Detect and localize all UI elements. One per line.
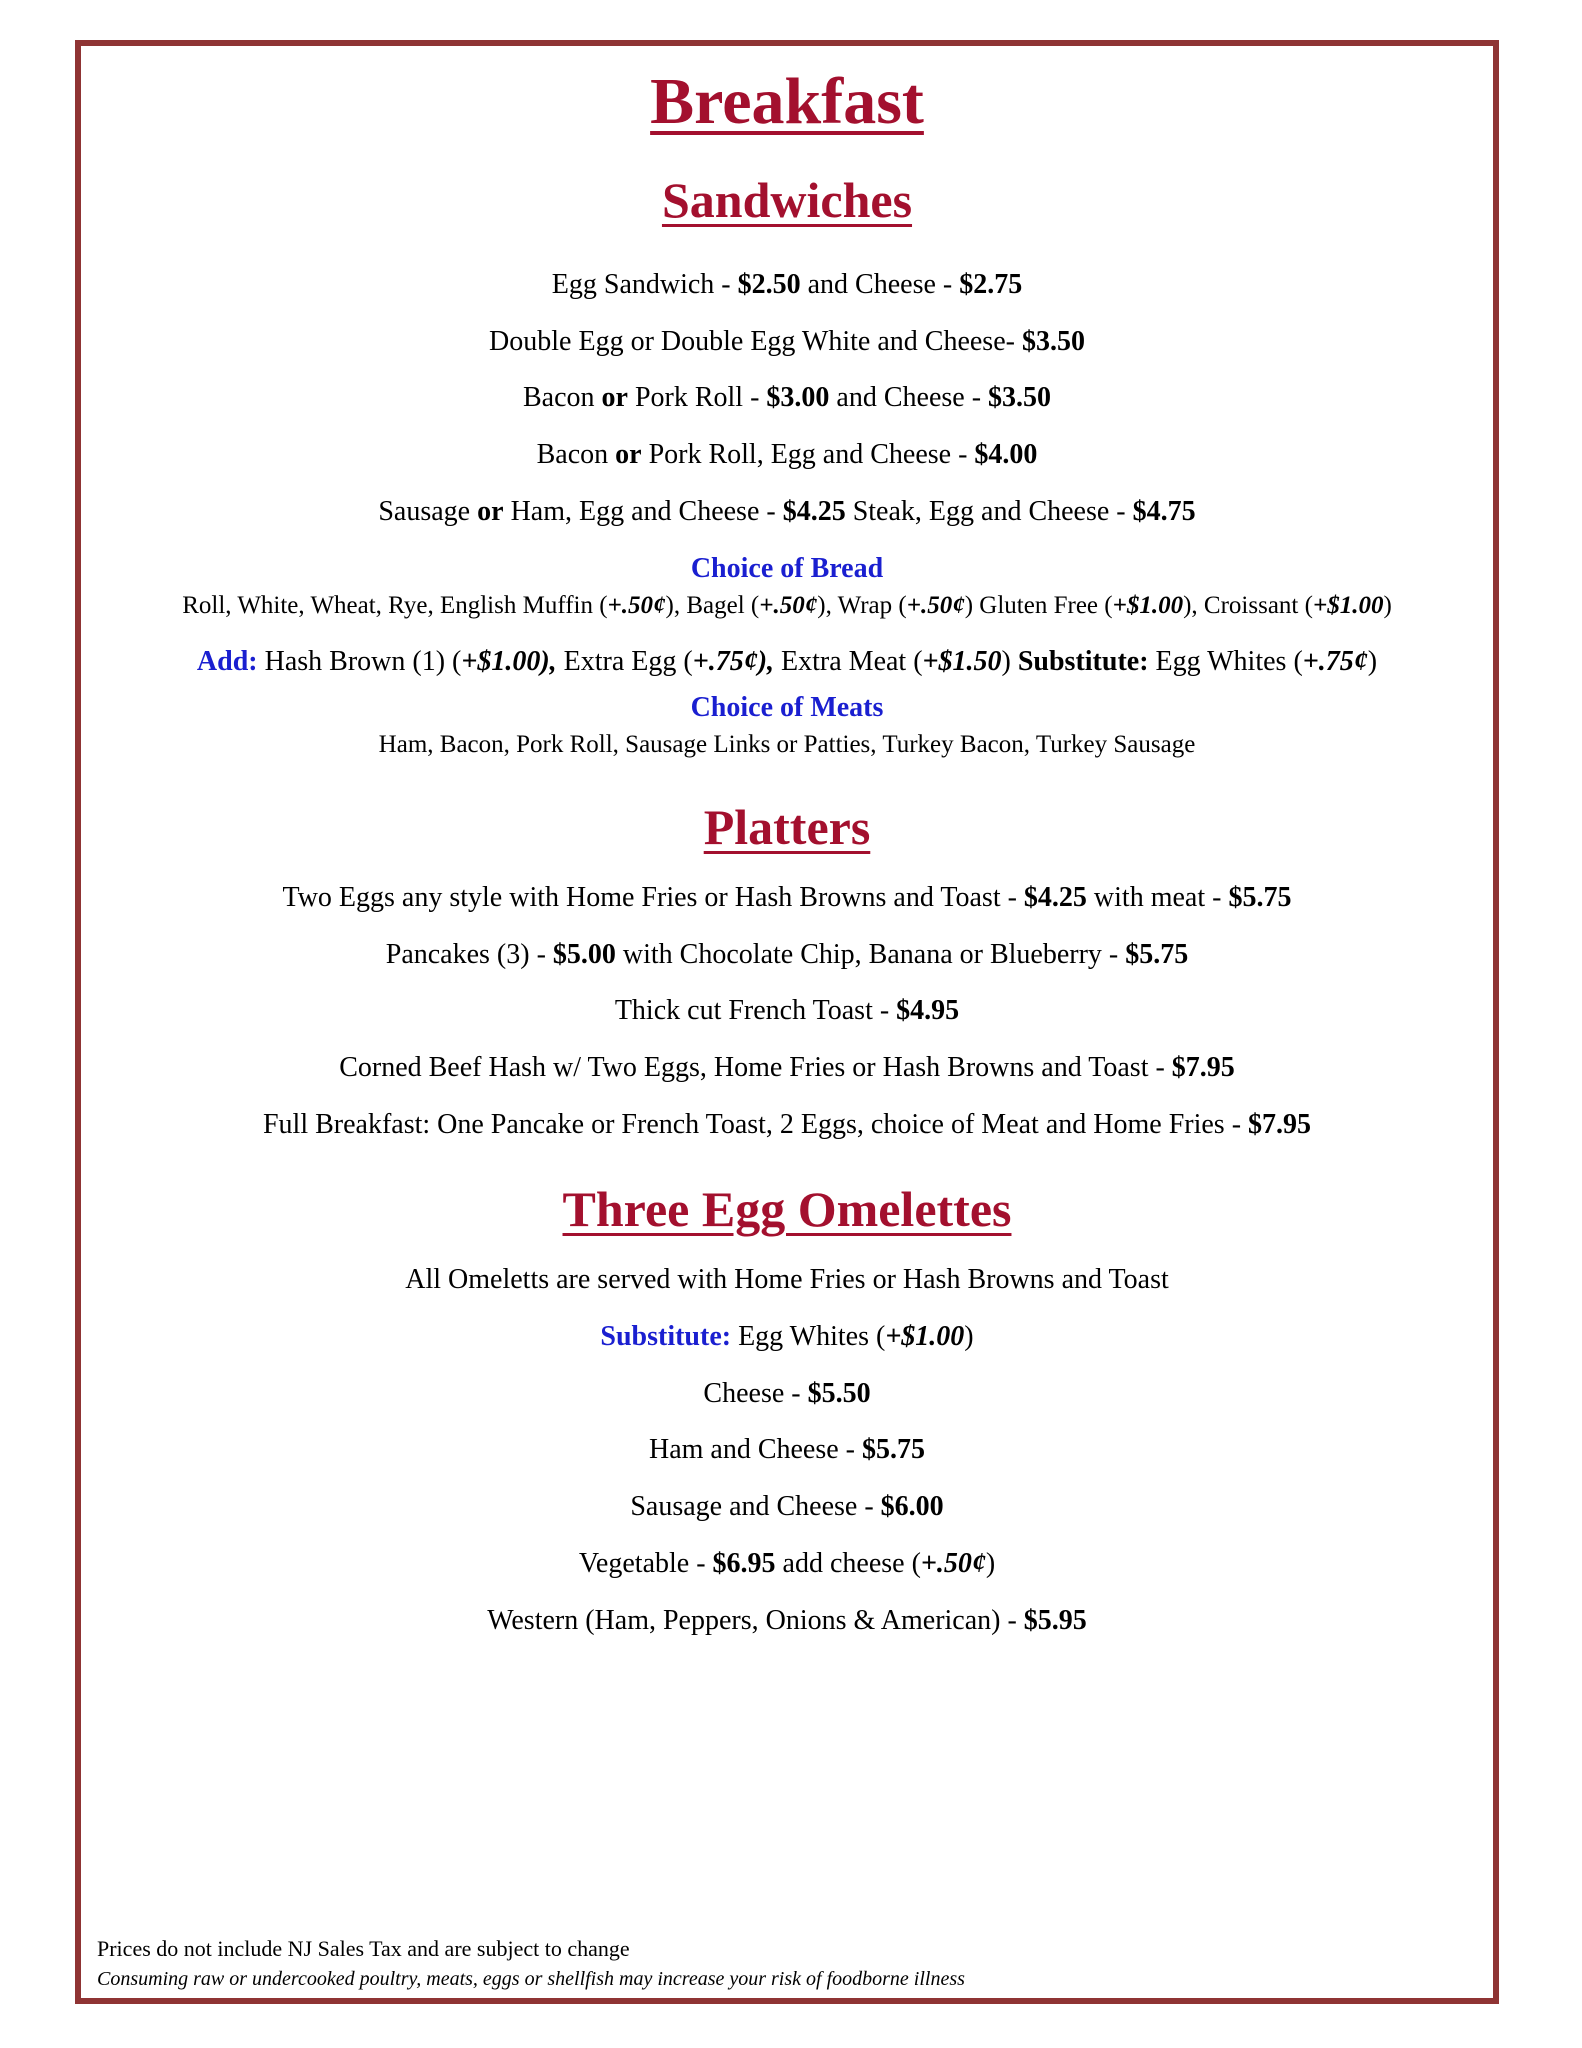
menu-item-pancakes: Pancakes (3) - $5.00 with Chocolate Chip, Banana or Blueberry - $5.75 <box>385 939 1189 970</box>
bread-options: Roll, White, Wheat, Rye, English Muffin (+.50¢), Bagel (+.50¢), Wrap (+.50¢) Gluten Free (+$1.00), Croissant (+$1.00) <box>182 592 1392 619</box>
meats-heading: Choice of Meats <box>690 692 884 723</box>
price: $7.95 <box>1248 1109 1312 1140</box>
price: $5.50 <box>807 1378 871 1409</box>
menu-item-double-egg: Double Egg or Double Egg White and Cheese- $3.50 <box>489 326 1085 357</box>
price: $3.50 <box>1021 326 1085 357</box>
price: $3.50 <box>988 382 1052 413</box>
price: $7.95 <box>1171 1052 1235 1083</box>
add-ons: Add: Hash Brown (1) (+$1.00), Extra Egg (+.75¢), Extra Meat (+$1.50) Substitute: Egg Whites (+.75¢) <box>196 646 1378 677</box>
bread-heading: Choice of Bread <box>690 553 884 584</box>
menu-content <box>81 46 1493 1998</box>
sandwiches-heading: Sandwiches <box>661 172 913 228</box>
omelettes-served-note: All Omeletts are served with Home Fries or Hash Browns and Toast <box>405 1264 1169 1295</box>
price: $5.75 <box>1125 939 1189 970</box>
menu-item-cheese-omelette: Cheese - $5.50 <box>703 1378 871 1409</box>
price: $4.25 <box>1023 882 1087 913</box>
price: $5.00 <box>552 939 616 970</box>
platters-heading: Platters <box>703 799 871 855</box>
menu-item-western-omelette: Western (Ham, Peppers, Onions & American) - $5.95 <box>487 1605 1087 1636</box>
meat-options: Ham, Bacon, Pork Roll, Sausage Links or Patties, Turkey Bacon, Turkey Sausage <box>378 731 1196 758</box>
menu-item-two-eggs: Two Eggs any style with Home Fries or Hash Browns and Toast - $4.25 with meat - $5.75 <box>282 882 1292 913</box>
price: $2.50 <box>737 269 801 300</box>
price: $4.25 <box>782 496 846 527</box>
menu-item-sausage-cheese-omelette: Sausage and Cheese - $6.00 <box>630 1491 944 1522</box>
price: $5.95 <box>1023 1605 1087 1636</box>
food-safety-warning: Consuming raw or undercooked poultry, meats, eggs or shellfish may increase your risk of foodborne illness <box>97 1968 965 1990</box>
price: $5.75 <box>862 1434 926 1465</box>
menu-item-ham-cheese-omelette: Ham and Cheese - $5.75 <box>648 1434 926 1465</box>
tax-disclaimer: Prices do not include NJ Sales Tax and are subject to change <box>97 1936 630 1961</box>
price: $6.95 <box>712 1548 776 1579</box>
menu-item-bacon-egg-cheese: Bacon or Pork Roll, Egg and Cheese - $4.00 <box>536 439 1038 470</box>
menu-border <box>75 40 1499 2004</box>
price: $4.75 <box>1132 496 1196 527</box>
price: $3.00 <box>766 382 830 413</box>
price: $6.00 <box>880 1491 944 1522</box>
menu-item-egg-sandwich: Egg Sandwich - $2.50 and Cheese - $2.75 <box>551 269 1023 300</box>
page-title: Breakfast <box>650 65 924 138</box>
menu-item-full-breakfast: Full Breakfast: One Pancake or French Toast, 2 Eggs, choice of Meat and Home Fries - $7.95 <box>262 1109 1312 1140</box>
menu-item-vegetable-omelette: Vegetable - $6.95 add cheese (+.50¢) <box>578 1548 996 1579</box>
menu-item-sausage-steak: Sausage or Ham, Egg and Cheese - $4.25 Steak, Egg and Cheese - $4.75 <box>378 496 1196 527</box>
omelettes-heading: Three Egg Omelettes <box>562 1181 1012 1237</box>
price: $4.95 <box>896 995 960 1026</box>
menu-item-bacon-pork-roll: Bacon or Pork Roll - $3.00 and Cheese - $3.50 <box>522 382 1052 413</box>
price: $5.75 <box>1228 882 1292 913</box>
omelettes-substitute: Substitute: Egg Whites (+$1.00) <box>600 1321 974 1352</box>
price: $4.00 <box>974 439 1038 470</box>
menu-item-corned-beef-hash: Corned Beef Hash w/ Two Eggs, Home Fries or Hash Browns and Toast - $7.95 <box>339 1052 1235 1083</box>
menu-item-french-toast: Thick cut French Toast - $4.95 <box>614 995 960 1026</box>
price: $2.75 <box>959 269 1023 300</box>
